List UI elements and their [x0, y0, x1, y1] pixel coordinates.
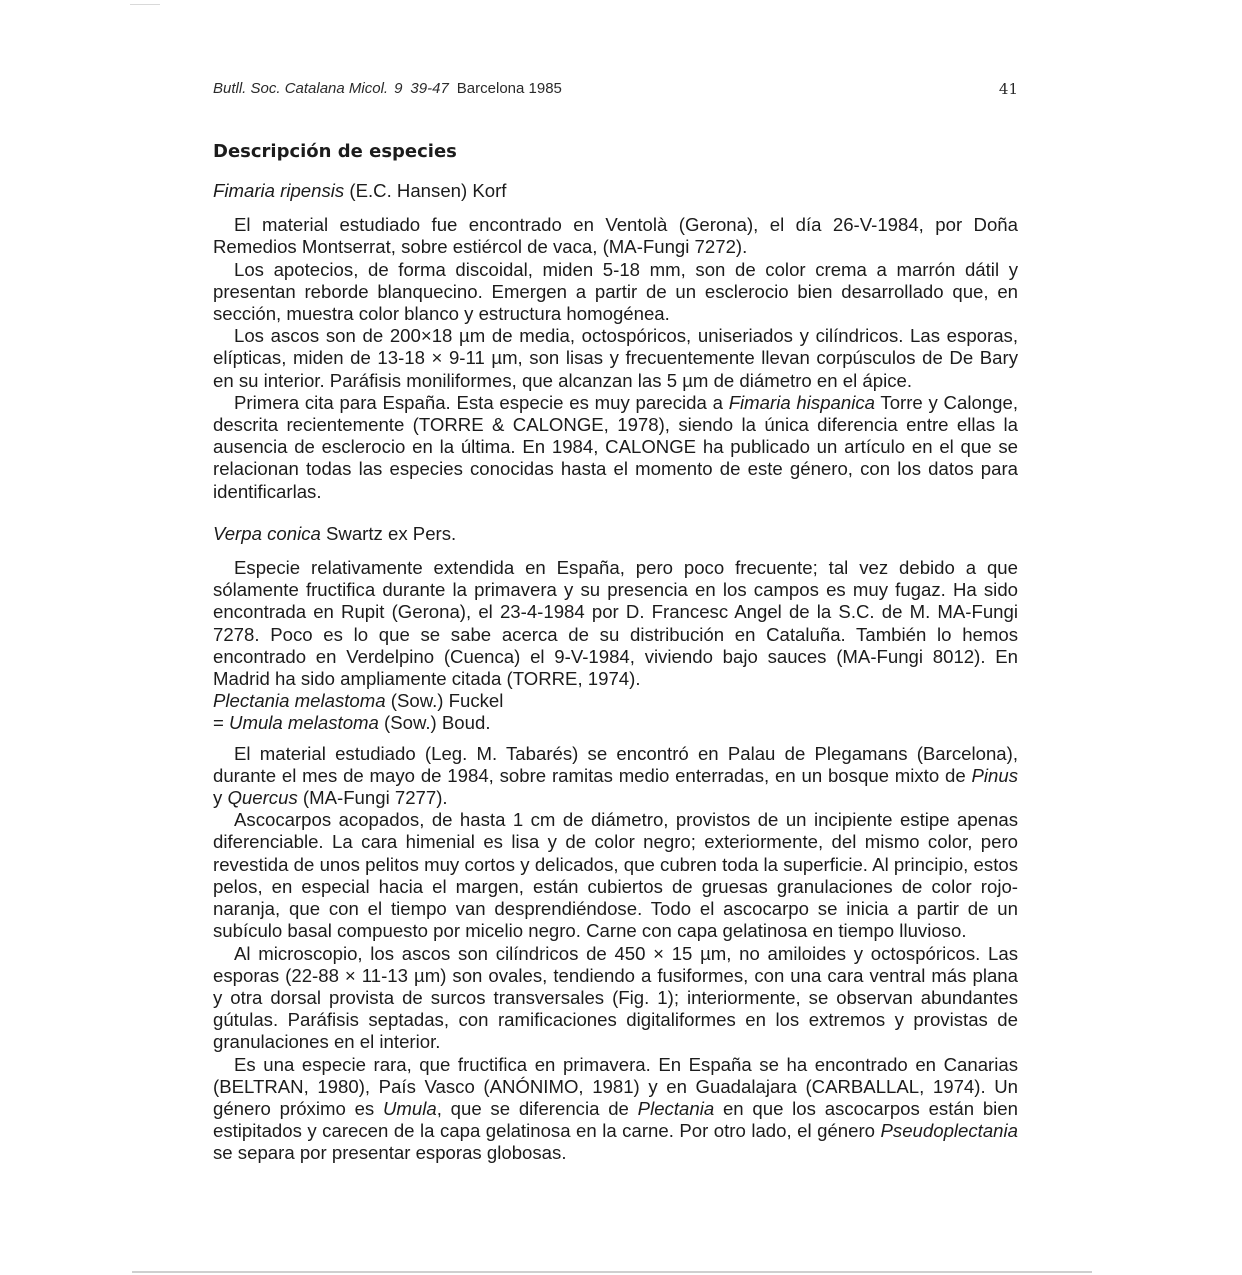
- journal-city-year: Barcelona 1985: [456, 80, 562, 97]
- running-header: [213, 80, 1018, 97]
- bottom-scan-mark: [132, 1271, 1092, 1273]
- species-author: (E.C. Hansen) Korf: [349, 180, 507, 201]
- genus-mention: Pseudoplectania: [880, 1120, 1018, 1142]
- paragraph: El material estudiado fue encontrado en Ventolà (Gerona), el día 26-V-1984, por Doña Remedios Montserrat, sobre estiércol de vaca, (MA-Fungi 7272).: [213, 214, 1018, 258]
- paragraph: Especie relativamente extendida en España, pero poco frecuente; tal vez debido a que sólamente fructifica durante la primavera y su presencia en los campos es muy fugaz. Ha sido encontrada en Rupit (Gerona), el 23-4-1984 por D. Francesc Angel de la S.C. de M. MA-Fungi 7278. Poco es lo que se sabe acerca de su distribución en Cataluña. También lo hemos encontrado en Verdelpino (Cuenca) el 9-V-1984, viviendo bajo sauces (MA-Fungi 8012). En Madrid ha sido ampliamente citada (TORRE, 1974).: [213, 557, 1018, 690]
- text-run: Primera cita para España. Esta especie es muy parecida a: [234, 391, 729, 413]
- section-title: Descripción de especies: [213, 141, 457, 162]
- genus-mention: Plectania: [637, 1097, 715, 1119]
- species-line: [213, 690, 1018, 712]
- genus-mention: Umula: [382, 1097, 437, 1119]
- species-mention: Fimaria hispanica: [728, 391, 875, 413]
- paragraph: Los apotecios, de forma discoidal, miden 5-18 mm, son de color crema a marrón dátil y presentan reborde blanquecino. Emergen a partir de un esclerocio bien desarrollado que, en sección, muestra color blanco y estructura homogénea.: [213, 258, 1018, 325]
- synonym-author: (Sow.) Boud.: [384, 712, 491, 734]
- species-heading-plectania: [213, 690, 1018, 734]
- paragraph: Ascocarpos acopados, de hasta 1 cm de diámetro, provistos de un incipiente estipe apenas diferenciable. La cara himenial es lisa y de color negro; exteriormente, del mismo color, pero revestida de unos pelitos muy cortos y delicados, que cubren toda la superficie. Al principio, estos pelos, en especial hacia el margen, están cubiertos de gruesas granulaciones de color rojo-naranja, que con el tiempo van desprendiéndose. Todo el ascocarpo se inicia a partir de un subículo basal compuesto por micelio negro. Carne con capa gelatinosa en tiempo lluvioso.: [213, 809, 1018, 942]
- text-run: El material estudiado (Leg. M. Tabarés) se encontró en Palau de Plegamans (Barcelona), durante el mes de mayo de 1984, sobre ramitas medio enterradas, en un bosque mixto de: [213, 742, 1018, 786]
- paragraph: [213, 392, 1018, 503]
- paragraph: [213, 743, 1018, 810]
- page-number: 41: [998, 80, 1018, 98]
- top-scan-mark: [130, 4, 160, 5]
- spacer: [213, 503, 1018, 523]
- species-author: (Sow.) Fuckel: [390, 690, 504, 712]
- species-name: Plectania melastoma: [213, 690, 386, 712]
- journal-volume: 9: [394, 80, 403, 97]
- paragraph: Al microscopio, los ascos son cilíndricos de 450 × 15 µm, no amiloides y octospóricos. Las esporas (22-88 × 11-13 µm) son ovales, tendiendo a fusiformes, con una cara ventral más plana y otra dorsal provista de surcos transversales (Fig. 1); interiormente, se observan abundantes gútulas. Paráfisis septadas, con ramificaciones digitaliformes en los extremos y provistas de granulaciones en el interior.: [213, 942, 1018, 1053]
- text-run: y: [213, 787, 228, 809]
- text-run: Torre y Calonge, descrita recientemente (TORRE & CALONGE, 1978), siendo la única diferencia entre ellas la ausencia de esclerocio en la última. En 1984, CALONGE ha publicado un artículo en el que se relacionan todas las especies conocidas hasta el momento de este género, con los datos para identificarlas.: [213, 391, 1018, 502]
- text-run: Es una especie rara, que fructifica en primavera. En España se ha encontrado en Canarias (BELTRAN, 1980), País Vasco (ANÓNIMO, 1981) y en Guadalajara (CARBALLAL, 1974). Un género próximo es: [213, 1053, 1018, 1119]
- genus-mention: Quercus: [227, 787, 298, 809]
- journal-pages: 39-47: [410, 80, 449, 97]
- paragraph: Los ascos son de 200×18 µm de media, octospóricos, uniseriados y cilíndricos. Las esporas, elípticas, miden de 13-18 × 9-11 µm, son lisas y frecuentemente llevan corpúsculos de De Bary en su interior. Paráfisis moniliformes, que alcanzan las 5 µm de diámetro en el ápice.: [213, 325, 1018, 391]
- species-name: Verpa conica: [213, 522, 321, 544]
- text-run: en que los ascocarpos están bien estipitados y carecen de la capa gelatinosa en la carne. Por otro lado, el género: [213, 1097, 1018, 1142]
- synonym-sign: =: [213, 712, 230, 734]
- genus-mention: Pinus: [971, 764, 1018, 786]
- text-run: (MA-Fungi 7277).: [297, 787, 448, 809]
- synonym-line: [213, 712, 1018, 734]
- species-name: Fimaria ripensis: [213, 180, 345, 201]
- species-heading-verpa: [213, 523, 1018, 545]
- text-run: , que se diferencia de: [436, 1097, 638, 1119]
- text-run: se separa por presentar esporas globosas.: [213, 1142, 567, 1164]
- journal-name: Butll. Soc. Catalana Micol.: [213, 80, 389, 97]
- paragraph: [213, 1054, 1018, 1165]
- synonym-name: Umula melastoma: [229, 712, 379, 734]
- article-body: [213, 140, 1018, 1165]
- species-author: Swartz ex Pers.: [326, 522, 457, 544]
- species-heading-fimaria: [213, 180, 1018, 202]
